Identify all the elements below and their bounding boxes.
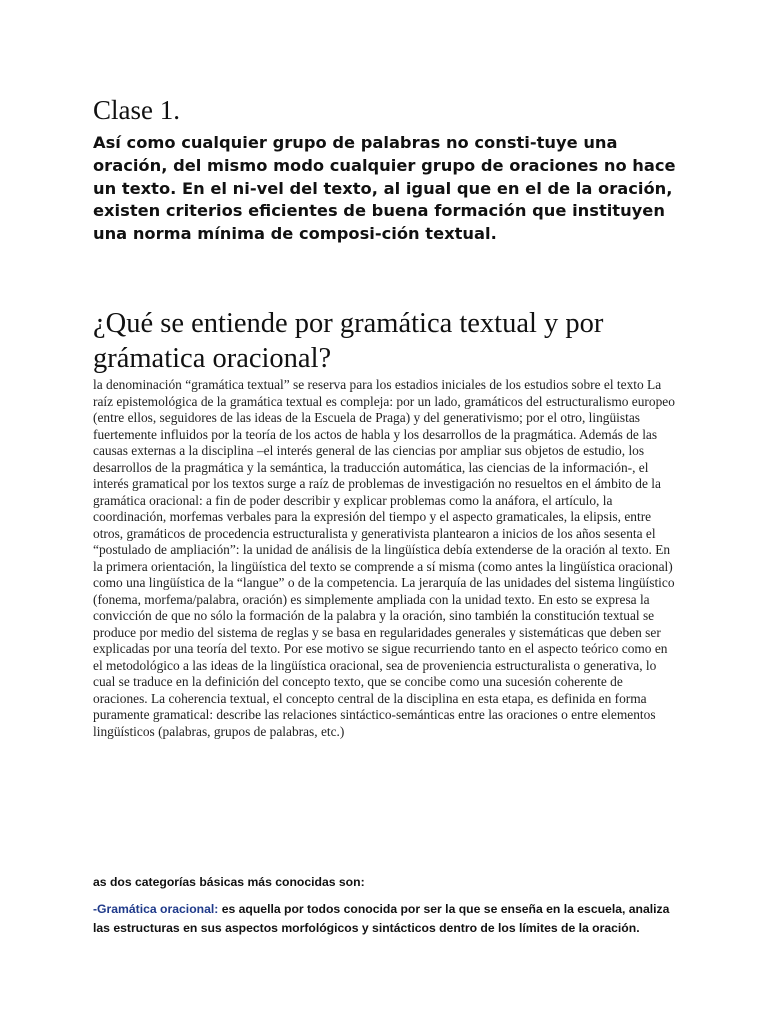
gramatica-oracional-term: -Gramática oracional:	[93, 902, 219, 916]
gramatica-oracional-paragraph	[93, 900, 679, 937]
gramatica-oracional-definition: es aquella por todos conocida por ser la que se enseña en la escuela, analiza las estructuras en sus aspectos morfológicos y sintácticos dentro de los límites de la oración.	[93, 902, 670, 935]
categories-intro: as dos categorías básicas más conocidas son:	[93, 875, 365, 889]
class-title: Clase 1.	[93, 95, 180, 125]
body-paragraph: la denominación “gramática textual” se reserva para los estadios iniciales de los estudios sobre el texto La raíz epistemológica de la gramática textual es compleja: por un lado, gramáticos del estructuralismo europeo (entre ellos, seguidores de las ideas de la Escuela de Praga) y del generativismo; por el otro, lingüistas fuertemente influidos por la teoría de los actos de habla y los desarrollos de la pragmática. Además de las causas externas a la disciplina –el interés general de las ciencias por ampliar sus objetos de estudio, los desarrollos de la pragmática y la semántica, la traducción automática, las ciencias de la información-, el interés gramatical por los textos surge a raíz de problemas de investigación no resueltos en el ámbito de la gramática oracional: a fin de poder describir y explicar problemas como la anáfora, el artículo, la coordinación, morfemas verbales para la expresión del tiempo y el aspecto gramaticales, la elipsis, entre otros, gramáticos de procedencia estructuralista y generativista plantearon a inicios de los años sesenta el “postulado de ampliación”: la unidad de análisis de la lingüística debía extenderse de la oración al texto. En la primera orientación, la lingüística del texto se comprende a sí misma (como antes la lingüística oracional) como una lingüística de la “langue” o de la competencia. La jerarquía de las unidades del sistema lingüístico (fonema, morfema/palabra, oración) es simplemente ampliada con la unidad texto. En esto se expresa la convicción de que no sólo la formación de la palabra y la oración, sino también la constitución textual se produce por medio del sistema de reglas y se basa en regularidades generales y sistemáticas que deben ser explicadas por una teoría del texto. Por ese motivo se sigue recurriendo tanto en el aspecto teórico como en el metodológico a las ideas de la lingüística oracional, sea de proveniencia estructuralista o generativa, lo cual se traduce en la definición del concepto texto, que se concibe como una sucesión coherente de oraciones. La coherencia textual, el concepto central de la disciplina en esta etapa, es definida en forma puramente gramatical: describe las relaciones sintáctico-semánticas entre las oraciones o entre elementos lingüísticos (palabras, grupos de palabras, etc.)	[93, 377, 675, 739]
section-question-heading: ¿Qué se entiende por gramática textual y por grámatica oracional?	[93, 308, 604, 374]
intro-paragraph: Así como cualquier grupo de palabras no consti-tuye una oración, del mismo modo cualquier grupo de oraciones no hace un texto. En el ni-vel del texto, al igual que en el de la oración, existen criterios eficientes de buena formación que instituyen una norma mínima de composi-ción textual.	[93, 133, 676, 244]
